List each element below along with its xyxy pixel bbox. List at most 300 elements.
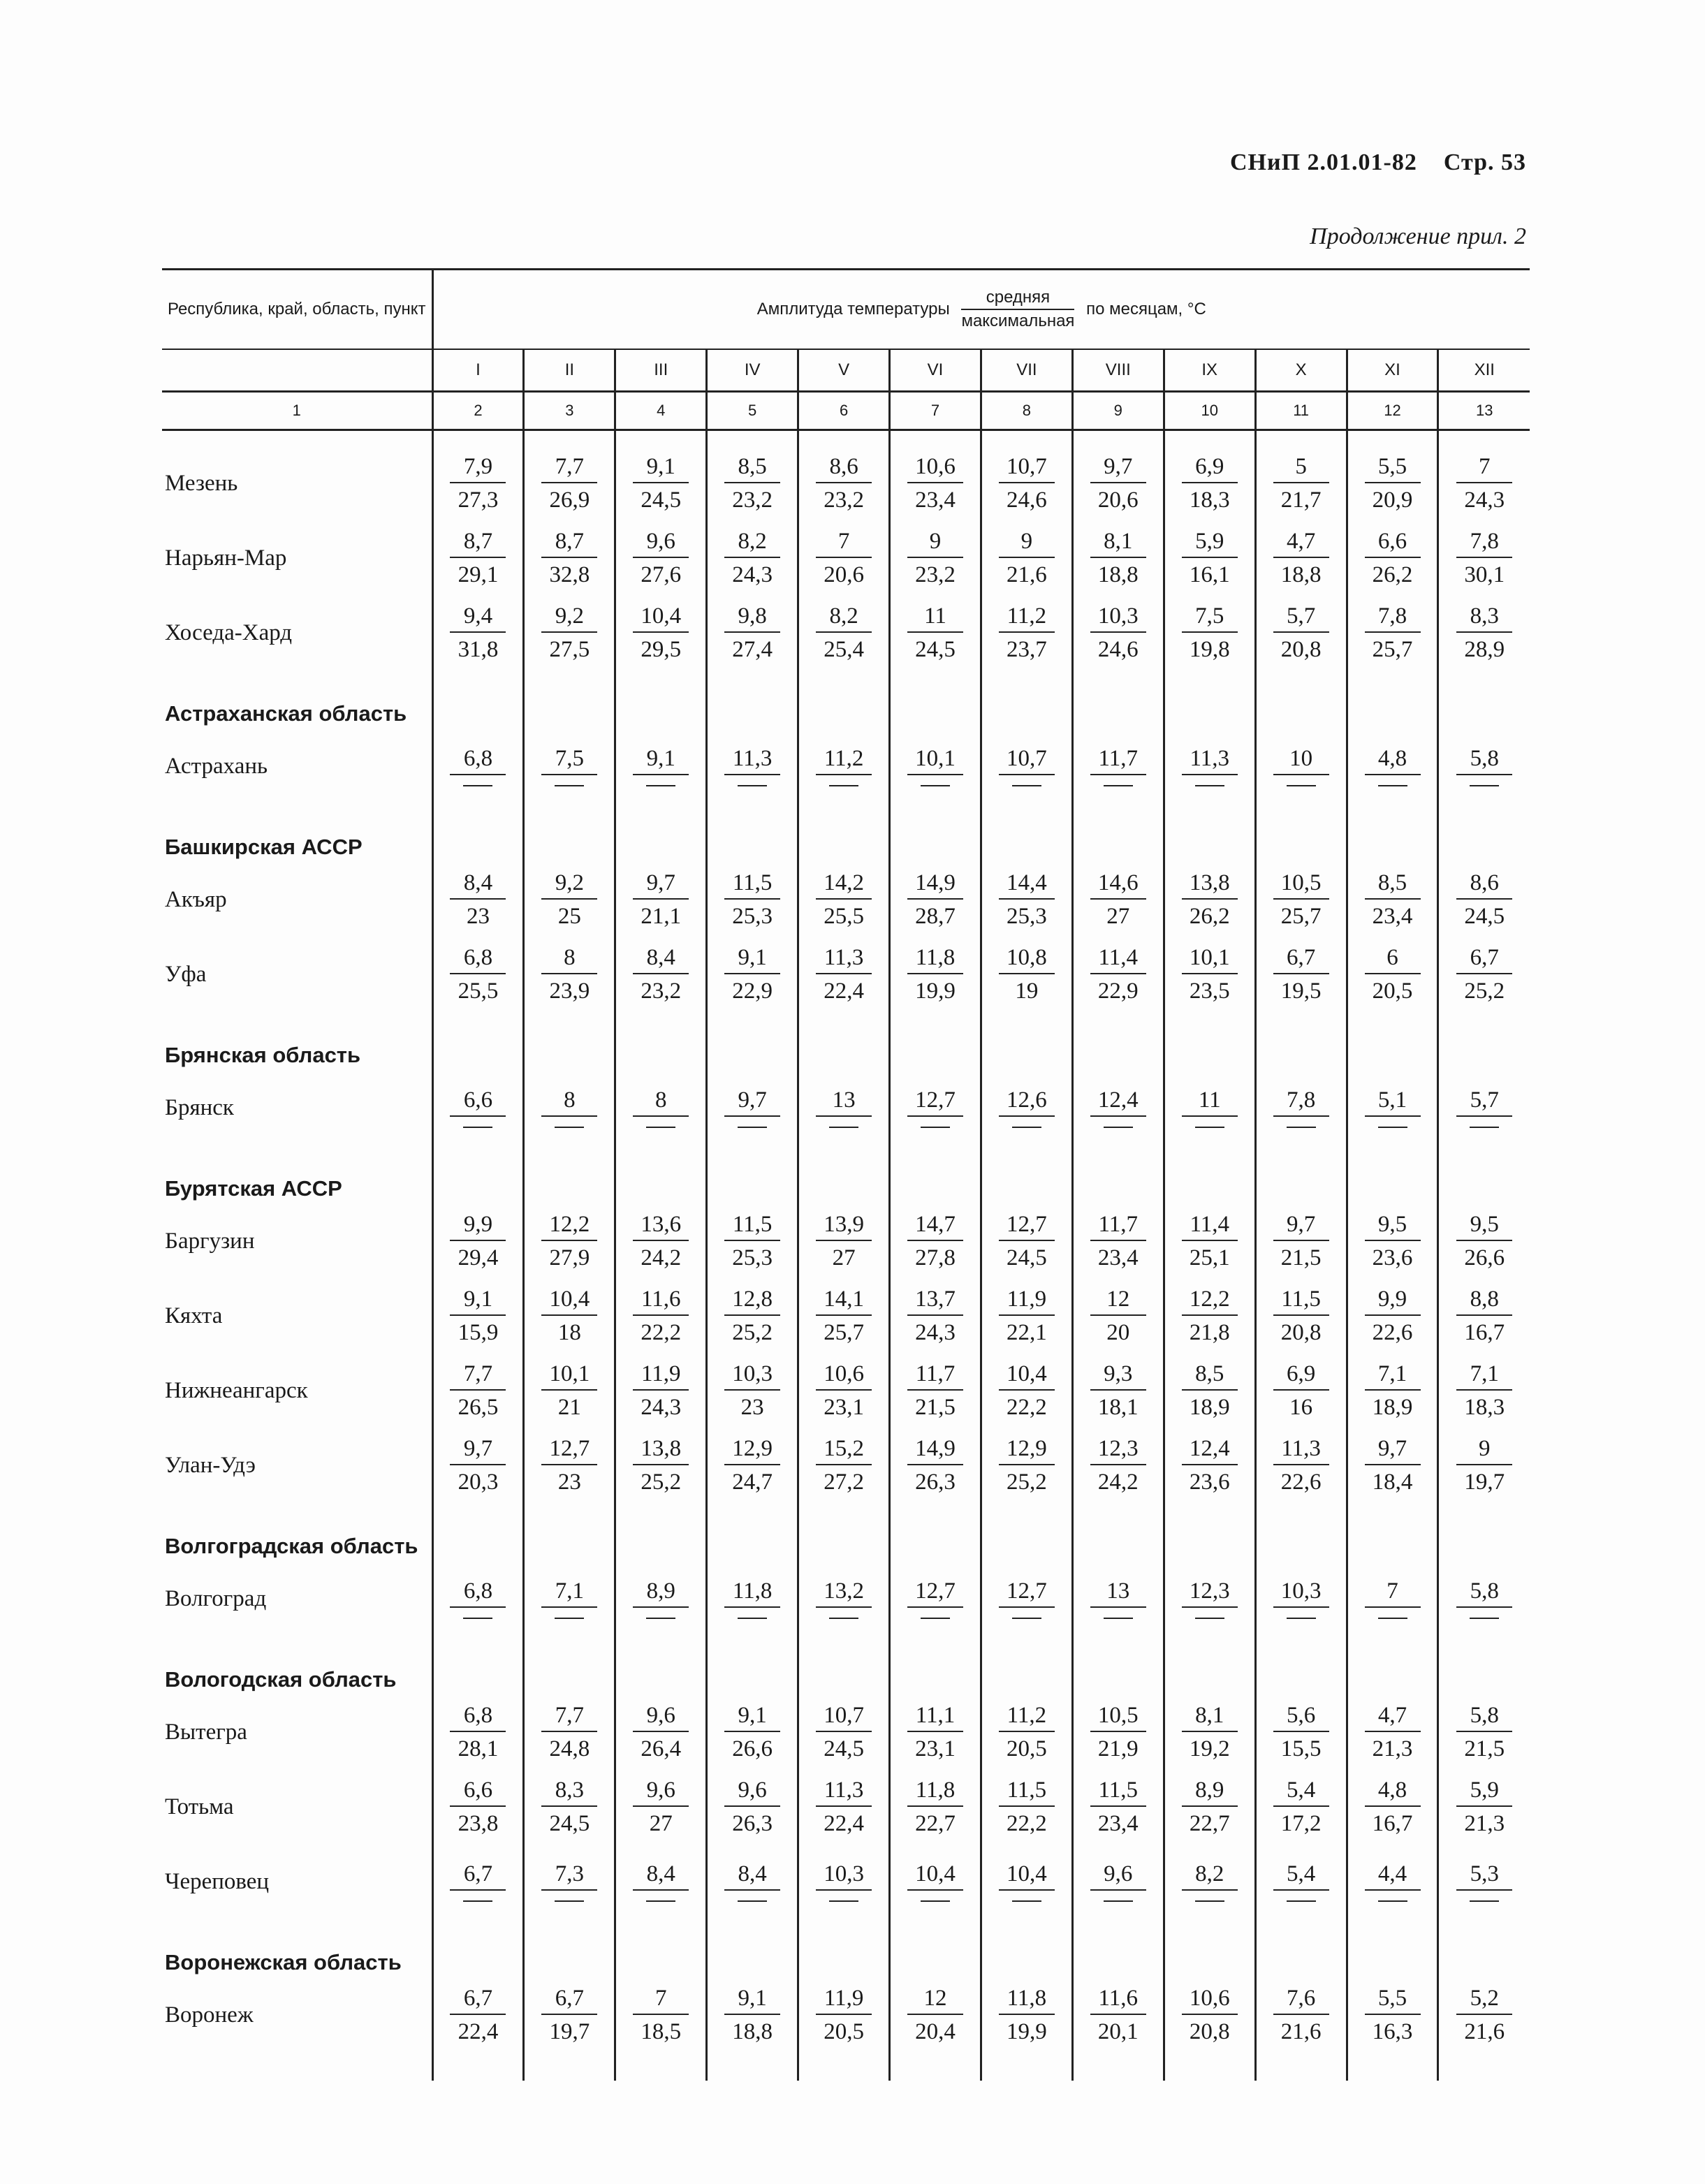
value-cell (981, 1978, 1072, 2053)
value-cell (707, 729, 798, 804)
max-amplitude: 24,6 (1007, 488, 1047, 513)
max-amplitude: 18,8 (1280, 562, 1322, 587)
value-cell (798, 1354, 890, 1428)
value-cell (707, 1071, 798, 1145)
value-cell (1072, 1845, 1164, 1919)
mean-amplitude: 7,7 (541, 1703, 597, 1732)
max-amplitude: 21 (557, 1395, 581, 1420)
value-cell (1347, 1071, 1438, 1145)
max-amplitude: 24,5 (1007, 1245, 1047, 1270)
mean-amplitude: 9,7 (633, 870, 689, 900)
max-amplitude: 19,2 (1189, 1736, 1230, 1761)
value-cell (890, 446, 981, 521)
max-amplitude: 25,3 (732, 904, 773, 929)
mean-amplitude: 6,6 (450, 1087, 506, 1117)
mean-amplitude: 8,8 (1456, 1287, 1512, 1316)
mean-amplitude: 4,7 (1273, 529, 1329, 558)
mean-amplitude: 12,6 (999, 1087, 1055, 1117)
amplitude-suffix: по месяцам, °С (1086, 300, 1206, 318)
column-number: 9 (1072, 392, 1164, 430)
region-group-row (162, 1145, 1530, 1204)
value-cell (1347, 1562, 1438, 1636)
max-amplitude: 25,7 (824, 1320, 864, 1345)
mean-amplitude: 7,5 (541, 746, 597, 775)
value-cell (615, 1279, 707, 1354)
value-cell (890, 1562, 981, 1636)
mean-amplitude: 10,4 (999, 1361, 1055, 1391)
value-cell (1255, 1428, 1347, 1503)
mean-amplitude: 11,9 (633, 1361, 689, 1391)
column-number: 7 (890, 392, 981, 430)
max-amplitude: 21,8 (1189, 1320, 1230, 1345)
page-number: Стр. 53 (1443, 149, 1526, 175)
value-cell (432, 1562, 524, 1636)
value-cell (615, 1562, 707, 1636)
mean-amplitude: 12,9 (999, 1436, 1055, 1465)
no-data-dash (1012, 1900, 1041, 1903)
value-cell (524, 863, 615, 937)
max-amplitude: 27,2 (824, 1470, 864, 1495)
value-cell (1347, 1204, 1438, 1279)
value-cell (1438, 1354, 1530, 1428)
value-cell (1072, 446, 1164, 521)
mean-amplitude: 6,6 (1365, 529, 1421, 558)
value-cell (798, 1695, 890, 1770)
mean-amplitude: 12,9 (724, 1436, 780, 1465)
value-cell (890, 1695, 981, 1770)
max-amplitude: 22,6 (1372, 1320, 1413, 1345)
value-cell (615, 1428, 707, 1503)
max-amplitude: 16,7 (1464, 1320, 1505, 1345)
max-amplitude: 24,5 (1464, 904, 1505, 929)
max-amplitude: 27,5 (549, 637, 590, 662)
value-cell (890, 596, 981, 670)
no-data-dash (738, 1127, 767, 1129)
value-cell (1438, 1562, 1530, 1636)
value-cell (615, 863, 707, 937)
mean-amplitude: 11,7 (907, 1361, 963, 1391)
region-group-name: Астраханская область (165, 701, 407, 726)
mean-amplitude: 12,8 (724, 1287, 780, 1316)
mean-amplitude: 7,8 (1365, 603, 1421, 633)
max-amplitude: 22,1 (1007, 1320, 1047, 1345)
column-number: 5 (707, 392, 798, 430)
value-cell (615, 1770, 707, 1845)
value-cell (1255, 446, 1347, 521)
value-cell (798, 1978, 890, 2053)
no-data-dash (738, 1618, 767, 1620)
value-cell (1164, 1978, 1255, 2053)
value-cell (1438, 1279, 1530, 1354)
value-cell (1164, 729, 1255, 804)
value-cell (1347, 446, 1438, 521)
value-cell (1164, 521, 1255, 596)
value-cell (1072, 1204, 1164, 1279)
value-cell (1438, 446, 1530, 521)
no-data-dash (1470, 1618, 1499, 1620)
city-name: Уфа (165, 962, 207, 987)
mean-amplitude: 9,5 (1456, 1212, 1512, 1241)
no-data-dash (555, 785, 584, 788)
max-amplitude: 21,7 (1280, 488, 1322, 513)
region-group-name: Волгоградская область (165, 1534, 418, 1558)
value-cell (524, 521, 615, 596)
region-group-row (162, 1919, 1530, 1978)
mean-amplitude: 10,1 (1182, 945, 1238, 974)
column-number-row (162, 392, 1530, 430)
max-amplitude: 21,5 (915, 1395, 956, 1420)
value-cell (1072, 596, 1164, 670)
mean-amplitude: 10,3 (816, 1861, 872, 1891)
no-data-dash (463, 1127, 492, 1129)
max-amplitude: 23,7 (1007, 637, 1047, 662)
no-data-dash (646, 785, 675, 788)
value-cell (432, 596, 524, 670)
max-amplitude: 19,7 (1464, 1470, 1505, 1495)
mean-amplitude: 8,9 (1182, 1778, 1238, 1807)
mean-amplitude: 13,8 (1182, 870, 1238, 900)
max-amplitude: 20,1 (1097, 2019, 1139, 2044)
value-cell (981, 1695, 1072, 1770)
mean-amplitude: 11,5 (1273, 1287, 1329, 1316)
city-name: Астрахань (165, 754, 268, 779)
mean-amplitude: 9,2 (541, 603, 597, 633)
value-cell (890, 521, 981, 596)
max-amplitude: 26,9 (549, 488, 590, 513)
value-cell (615, 1204, 707, 1279)
column-number: 1 (162, 392, 432, 430)
value-cell (1164, 1071, 1255, 1145)
mean-amplitude: 5,8 (1456, 1578, 1512, 1608)
max-amplitude: 19,9 (915, 979, 956, 1004)
value-cell (890, 1071, 981, 1145)
max-amplitude: 20,6 (1097, 488, 1139, 513)
max-amplitude: 25,2 (1007, 1470, 1047, 1495)
mean-amplitude: 8,5 (1365, 870, 1421, 900)
value-cell (1164, 1695, 1255, 1770)
no-data-dash (1195, 785, 1224, 788)
mean-amplitude: 10,3 (1273, 1578, 1329, 1608)
value-cell (1164, 863, 1255, 937)
region-group-row (162, 804, 1530, 863)
mean-amplitude: 6,7 (450, 1986, 506, 2015)
value-cell (890, 1204, 981, 1279)
value-cell (615, 729, 707, 804)
fraction-numerator: средняя (961, 288, 1074, 310)
max-amplitude: 25,1 (1189, 1245, 1230, 1270)
mean-amplitude: 8,3 (1456, 603, 1512, 633)
mean-amplitude: 11 (1182, 1087, 1238, 1117)
no-data-dash (1287, 1618, 1316, 1620)
max-amplitude: 29,5 (641, 637, 682, 662)
value-cell (432, 521, 524, 596)
value-cell (707, 1695, 798, 1770)
month-header: VI (890, 349, 981, 392)
mean-amplitude: 12,3 (1182, 1578, 1238, 1608)
mean-amplitude: 9 (1456, 1436, 1512, 1465)
max-amplitude: 23,4 (1372, 904, 1413, 929)
max-amplitude: 23 (740, 1395, 764, 1420)
mean-amplitude: 9,1 (724, 1703, 780, 1732)
max-amplitude: 20,8 (1280, 1320, 1322, 1345)
max-amplitude: 30,1 (1464, 562, 1505, 587)
max-amplitude: 24,3 (732, 562, 773, 587)
value-cell (1347, 1978, 1438, 2053)
value-cell (1072, 521, 1164, 596)
value-cell (981, 1204, 1072, 1279)
mean-amplitude: 7,7 (541, 454, 597, 483)
city-name: Баргузин (165, 1229, 255, 1254)
mean-amplitude: 8,4 (633, 945, 689, 974)
value-cell (981, 521, 1072, 596)
mean-amplitude: 5,2 (1456, 1986, 1512, 2015)
mean-amplitude: 12,2 (541, 1212, 597, 1241)
max-amplitude: 23,4 (1097, 1245, 1139, 1270)
value-cell (890, 1354, 981, 1428)
value-cell (524, 446, 615, 521)
month-header: IV (707, 349, 798, 392)
max-amplitude: 26,2 (1189, 904, 1230, 929)
max-amplitude: 23,1 (824, 1395, 864, 1420)
value-cell (615, 1978, 707, 2053)
temperature-amplitude-table (162, 268, 1530, 2081)
mean-amplitude: 8,7 (541, 529, 597, 558)
value-cell (524, 1695, 615, 1770)
mean-amplitude: 10,1 (541, 1361, 597, 1391)
value-cell (432, 1354, 524, 1428)
mean-amplitude: 11,5 (724, 1212, 780, 1241)
max-amplitude: 25,5 (458, 979, 499, 1004)
mean-amplitude: 11,6 (633, 1287, 689, 1316)
mean-amplitude: 14,1 (816, 1287, 872, 1316)
value-cell (524, 1279, 615, 1354)
value-cell (981, 446, 1072, 521)
mean-amplitude: 10,1 (907, 746, 963, 775)
mean-amplitude: 12,7 (541, 1436, 597, 1465)
table-row (162, 1770, 1530, 1845)
mean-amplitude: 10,4 (633, 603, 689, 633)
value-cell (1072, 1354, 1164, 1428)
value-cell (524, 1354, 615, 1428)
mean-amplitude: 10,6 (1182, 1986, 1238, 2015)
value-cell (1438, 937, 1530, 1012)
value-cell (707, 863, 798, 937)
value-cell (1438, 1204, 1530, 1279)
no-data-dash (646, 1618, 675, 1620)
month-header: V (798, 349, 890, 392)
value-cell (798, 521, 890, 596)
max-amplitude: 22,4 (458, 2019, 499, 2044)
max-amplitude: 24,3 (641, 1395, 682, 1420)
mean-amplitude: 8,4 (724, 1861, 780, 1891)
no-data-dash (921, 1618, 950, 1620)
mean-amplitude: 6 (1365, 945, 1421, 974)
max-amplitude: 24,7 (732, 1470, 773, 1495)
mean-amplitude: 11,3 (816, 1778, 872, 1807)
value-cell (432, 729, 524, 804)
mean-amplitude: 5,4 (1273, 1861, 1329, 1891)
mean-amplitude: 12,3 (1090, 1436, 1146, 1465)
value-cell (981, 937, 1072, 1012)
max-amplitude: 24,2 (641, 1245, 682, 1270)
max-amplitude: 25,4 (824, 637, 864, 662)
mean-amplitude: 10,7 (999, 454, 1055, 483)
max-amplitude: 15,9 (458, 1320, 499, 1345)
max-amplitude: 26,2 (1372, 562, 1413, 587)
mean-amplitude: 10,8 (999, 945, 1055, 974)
city-name: Тотьма (165, 1794, 234, 1819)
page-header (1230, 149, 1526, 176)
no-data-dash (921, 785, 950, 788)
max-amplitude: 20,8 (1280, 637, 1322, 662)
max-amplitude: 19,5 (1280, 979, 1322, 1004)
mean-amplitude: 8,2 (1182, 1861, 1238, 1891)
max-amplitude: 21,1 (641, 904, 682, 929)
value-cell (798, 729, 890, 804)
max-amplitude: 23 (557, 1470, 581, 1495)
max-amplitude: 17,2 (1280, 1811, 1322, 1836)
value-cell (798, 863, 890, 937)
table-row (162, 1279, 1530, 1354)
max-amplitude: 20 (1106, 1320, 1130, 1345)
max-amplitude: 27,6 (641, 562, 682, 587)
mean-amplitude: 11,1 (907, 1703, 963, 1732)
table-row (162, 596, 1530, 670)
no-data-dash (1470, 1900, 1499, 1903)
mean-amplitude: 9,6 (633, 529, 689, 558)
amplitude-label: Амплитуда температуры (756, 300, 950, 318)
max-amplitude: 20,5 (1007, 1736, 1047, 1761)
value-cell (1164, 446, 1255, 521)
no-data-dash (1012, 1127, 1041, 1129)
max-amplitude: 24,5 (915, 637, 956, 662)
no-data-dash (829, 785, 858, 788)
month-header: XII (1438, 349, 1530, 392)
max-amplitude: 22,2 (641, 1320, 682, 1345)
value-cell (1072, 1978, 1164, 2053)
value-cell (981, 729, 1072, 804)
mean-amplitude: 10,5 (1090, 1703, 1146, 1732)
value-cell (798, 1071, 890, 1145)
max-amplitude: 21,3 (1464, 1811, 1505, 1836)
mean-amplitude: 5,7 (1273, 603, 1329, 633)
mean-amplitude: 7,7 (450, 1361, 506, 1391)
no-data-dash (646, 1900, 675, 1903)
table-row (162, 1354, 1530, 1428)
max-amplitude: 24,6 (1097, 637, 1139, 662)
column-number: 13 (1438, 392, 1530, 430)
value-cell (1347, 729, 1438, 804)
table-row (162, 937, 1530, 1012)
max-amplitude: 21,6 (1280, 2019, 1322, 2044)
mean-amplitude: 6,8 (450, 746, 506, 775)
mean-amplitude: 8,7 (450, 529, 506, 558)
value-cell (1347, 1845, 1438, 1919)
max-amplitude: 27 (1106, 904, 1130, 929)
month-header: X (1255, 349, 1347, 392)
value-cell (432, 446, 524, 521)
max-amplitude: 26,6 (732, 1736, 773, 1761)
max-amplitude: 23,4 (915, 488, 956, 513)
no-data-dash (1378, 1127, 1407, 1129)
max-amplitude: 18,8 (732, 2019, 773, 2044)
value-cell (1164, 1428, 1255, 1503)
max-amplitude: 27 (832, 1245, 856, 1270)
mean-amplitude: 11,2 (999, 1703, 1055, 1732)
no-data-dash (555, 1127, 584, 1129)
max-amplitude: 27,9 (549, 1245, 590, 1270)
mean-amplitude: 10,4 (907, 1861, 963, 1891)
value-cell (890, 1770, 981, 1845)
mean-amplitude: 5,8 (1456, 1703, 1512, 1732)
max-amplitude: 27,4 (732, 637, 773, 662)
max-amplitude: 28,9 (1464, 637, 1505, 662)
value-cell (1438, 596, 1530, 670)
max-amplitude: 22,4 (824, 1811, 864, 1836)
value-cell (615, 1354, 707, 1428)
mean-amplitude: 9,4 (450, 603, 506, 633)
month-header: I (432, 349, 524, 392)
value-cell (524, 1845, 615, 1919)
value-cell (432, 1071, 524, 1145)
value-cell (432, 937, 524, 1012)
value-cell (1072, 729, 1164, 804)
mean-amplitude: 11,3 (1273, 1436, 1329, 1465)
max-amplitude: 22,4 (824, 979, 864, 1004)
value-cell (1164, 1845, 1255, 1919)
value-cell (798, 596, 890, 670)
column-number: 6 (798, 392, 890, 430)
value-cell (1255, 1845, 1347, 1919)
month-header-row (162, 349, 1530, 392)
mean-amplitude: 12,4 (1090, 1087, 1146, 1117)
mean-amplitude: 10,7 (816, 1703, 872, 1732)
max-amplitude: 25 (557, 904, 581, 929)
mean-amplitude: 11,7 (1090, 1212, 1146, 1241)
mean-amplitude: 6,7 (1456, 945, 1512, 974)
no-data-dash (1012, 785, 1041, 788)
no-data-dash (1287, 1900, 1316, 1903)
max-amplitude: 25,2 (641, 1470, 682, 1495)
mean-amplitude: 11,8 (907, 1778, 963, 1807)
region-group-name: Башкирская АССР (165, 835, 363, 859)
mean-amplitude: 12,7 (907, 1087, 963, 1117)
max-amplitude: 26,3 (915, 1470, 956, 1495)
max-amplitude: 23,6 (1189, 1470, 1230, 1495)
city-name: Вытегра (165, 1720, 247, 1745)
no-data-dash (738, 1900, 767, 1903)
mean-amplitude: 9,9 (1365, 1287, 1421, 1316)
value-cell (615, 596, 707, 670)
mean-amplitude: 9 (907, 529, 963, 558)
max-amplitude: 19,8 (1189, 637, 1230, 662)
mean-amplitude: 13,6 (633, 1212, 689, 1241)
no-data-dash (1470, 785, 1499, 788)
mean-amplitude: 7,6 (1273, 1986, 1329, 2015)
mean-amplitude: 7,5 (1182, 603, 1238, 633)
mean-amplitude: 8,4 (633, 1861, 689, 1891)
mean-amplitude: 10,3 (724, 1361, 780, 1391)
value-cell (707, 1354, 798, 1428)
value-cell (1347, 521, 1438, 596)
max-amplitude: 21,5 (1280, 1245, 1322, 1270)
mean-amplitude: 6,6 (450, 1778, 506, 1807)
value-cell (1072, 863, 1164, 937)
value-cell (1164, 937, 1255, 1012)
mean-amplitude: 12 (1090, 1287, 1146, 1316)
value-cell (798, 446, 890, 521)
mean-amplitude: 5,9 (1456, 1778, 1512, 1807)
